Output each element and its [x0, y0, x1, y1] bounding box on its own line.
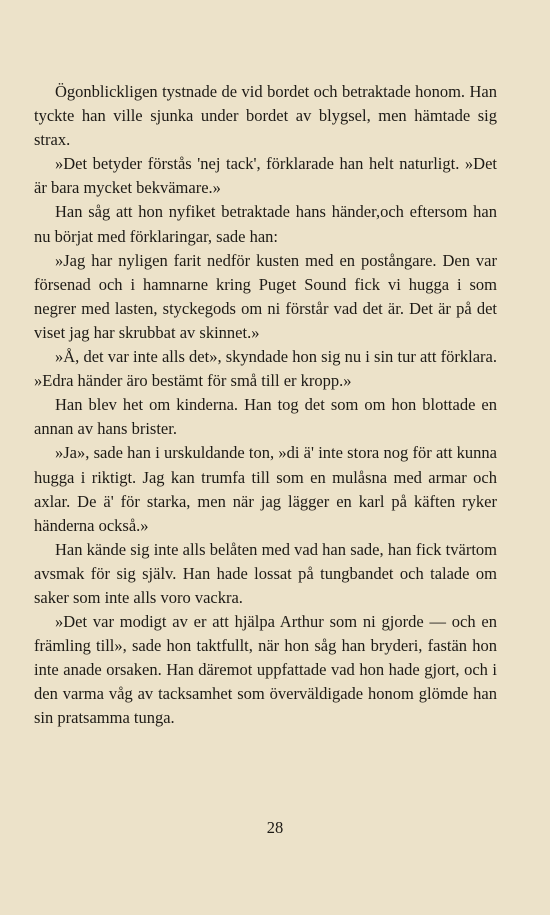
page-number: 28 [266, 818, 284, 837]
paragraph-4: »Jag har nyligen farit nedför kusten med en postångare. Den var försenad och i hamnarne kring Puget Sound fick vi hugga i som negrer med lasten, styckegods om ni förstår vad det är. Det är på det viset jag har skrubbat av skinnet.» [34, 250, 497, 342]
paragraph-6: Han blev het om kinderna. Han tog det som om hon blottade en annan av hans brister. [34, 395, 497, 439]
paragraph-2: »Det betyder förstås 'nej tack', förklarade han helt naturligt. »Det är bara mycket bekvämare.» [34, 154, 497, 198]
paragraph-9: »Det var modigt av er att hjälpa Arthur som ni gjorde — och en främling till», sade hon taktfullt, när hon såg han bryderi, fastän hon inte anade orsaken. Han däremot uppfattade vad hon hade gjort, och i den varma våg av tacksamhet som överväldigade honom glömde han sin pratsamma tunga. [34, 612, 497, 728]
paragraph-8: Han kände sig inte alls belåten med vad han sade, han fick tvärtom avsmak för sig själv. Han hade lossat på tungbandet och talade om saker som inte alls voro vackra. [34, 539, 497, 607]
paragraph-3: Han såg att hon nyfiket betraktade hans händer,och eftersom han nu börjat med förklaringar, sade han: [34, 202, 497, 246]
paragraph-7: »Ja», sade han i urskuldande ton, »di ä' inte stora nog för att kunna hugga i riktigt. Jag kan trumfa till som en mulåsna med armar och axlar. De ä' för starka, men när jag lägger en karl på käften ryker händerna också.» [34, 443, 497, 535]
page-body-text [34, 80, 497, 731]
paragraph-1: Ögonblickligen tystnade de vid bordet och betraktade honom. Han tyckte han ville sjunka under bordet av blygsel, men hämtade sig strax. [34, 82, 497, 150]
paragraph-5: »Å, det var inte alls det», skyndade hon sig nu i sin tur att förklara. »Edra händer äro bestämt för små till er kropp.» [34, 347, 497, 391]
